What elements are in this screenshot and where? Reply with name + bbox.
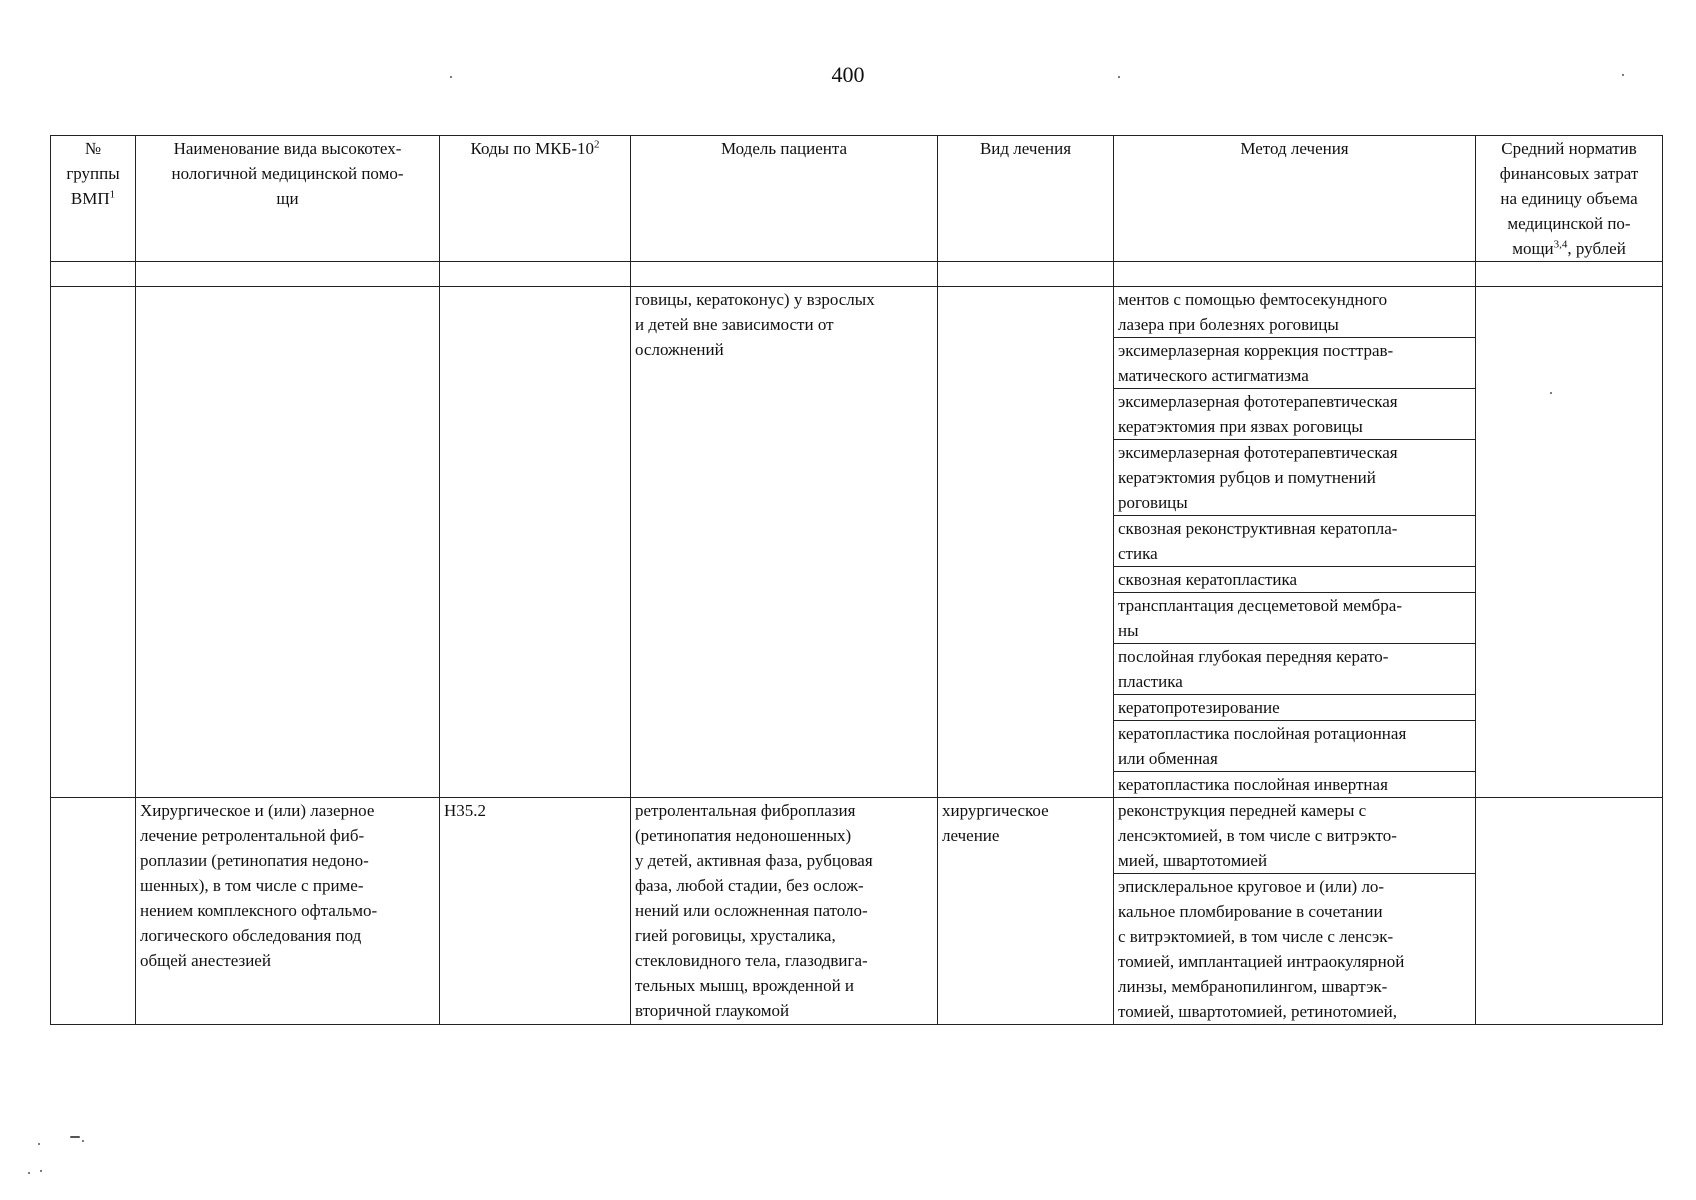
method-item: трансплантация десцеметовой мембра- ны [1114, 593, 1475, 644]
care-name-cell: Хирургическое и (или) лазерное лечение ретролентальной фиб- роплазии (ретинопатия недоно- шенных), в том числе с приме- нением комплексного офтальмо- логического обследования под общей анестезией [136, 798, 440, 1025]
icd-code-cell: H35.2 [440, 798, 631, 1025]
method-item: ментов с помощью фемтосекундного лазера при болезнях роговицы [1114, 287, 1475, 338]
header-patient-model: Модель пациента [631, 136, 938, 262]
method-item: эписклеральное круговое и (или) ло- кальное пломбирование в сочетании с витрэктомией, в том числе с ленсэк- томией, имплантацией интраокулярной линзы, мембранопилингом, швартэк- томией, швартотомией, ретинотомией, [1118, 877, 1405, 1021]
table-header-row [51, 136, 1663, 262]
column-number-row [51, 262, 1663, 287]
patient-model-cell: ретролентальная фиброплазия (ретинопатия недоношенных) у детей, активная фаза, рубцовая фаза, любой стадии, без ослож- нений или осложненная патоло- гией роговицы, хрусталика, стекловидного тела, глазодвига- тельных мышц, врожденной и вторичной глаукомой [631, 798, 938, 1025]
treatment-type-cell: хирургическое лечение [938, 798, 1114, 1025]
page-number: 400 [831, 62, 865, 87]
method-item: сквозная реконструктивная кератопла- стика [1114, 516, 1475, 567]
method-item: кератопластика послойная ротационная или обменная [1114, 721, 1475, 772]
header-cost: Средний норматив финансовых затрат на единицу объема медицинской по- мощи$^{3,4}$, рублей [1476, 136, 1663, 262]
method-item: эксимерлазерная фототерапевтическая кератэктомия рубцов и помутнений роговицы [1114, 440, 1475, 516]
header-treatment-type: Вид лечения [938, 136, 1114, 262]
header-treatment-method: Метод лечения [1114, 136, 1476, 262]
patient-model-cell: говицы, кератоконус) у взрослых и детей вне зависимости от осложнений [631, 287, 938, 798]
header-group-no: № группы ВМП$^1$ [51, 136, 136, 262]
method-item: послойная глубокая передняя керато- пластика [1114, 644, 1475, 695]
method-item: кератопротезирование [1114, 695, 1475, 721]
method-item: кератопластика послойная инвертная [1118, 775, 1388, 794]
treatment-method-cell [1114, 287, 1476, 798]
table-row [51, 798, 1663, 1025]
high-tech-care-table [50, 135, 1663, 1025]
header-icd-codes: Коды по МКБ-$10^2$ [440, 136, 631, 262]
method-item: сквозная кератопластика [1114, 567, 1475, 593]
header-care-name: Наименование вида высокотех- нологичной медицинской помо- щи [136, 136, 440, 262]
method-item: эксимерлазерная коррекция посттрав- матического астигматизма [1114, 338, 1475, 389]
method-item: реконструкция передней камеры с ленсэктомией, в том числе с витрэкто- мией, швартотомией [1114, 798, 1475, 874]
table-row [51, 287, 1663, 798]
method-item: эксимерлазерная фототерапевтическая кератэктомия при язвах роговицы [1114, 389, 1475, 440]
treatment-method-cell [1114, 798, 1476, 1025]
